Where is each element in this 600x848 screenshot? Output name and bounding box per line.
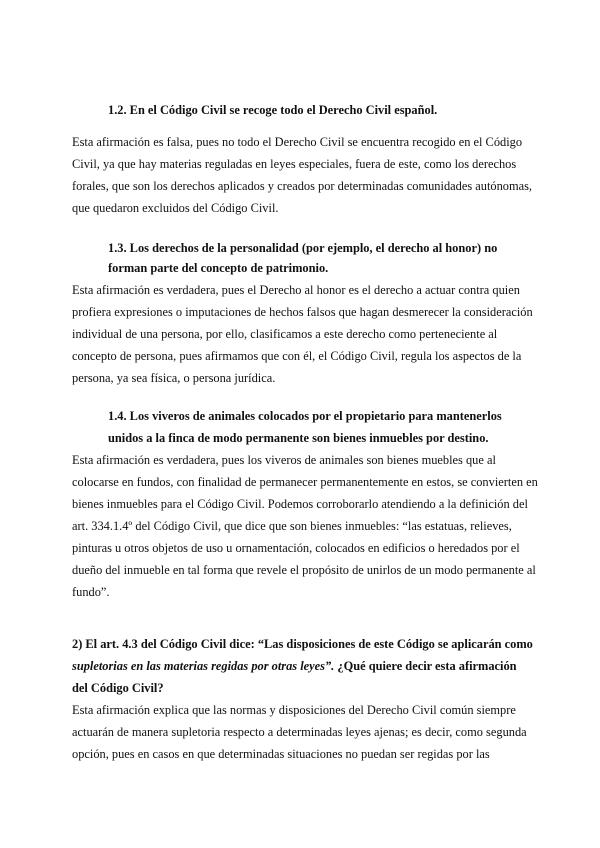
section-1-3-line-2: profiera expresiones o imputaciones de hechos falsos que hagan desmerecer la consideración — [72, 305, 533, 319]
section-1-3-line-1: Esta afirmación es verdadera, pues el Derecho al honor es el derecho a actuar contra quien — [72, 283, 520, 297]
section-1-4-heading-line-1: 1.4. Los viveros de animales colocados por el propietario para mantenerlos — [108, 409, 502, 423]
section-2-line-3: opción, pues en casos en que determinadas situaciones no puedan ser regidas por las — [72, 747, 490, 761]
section-1-2-line-2: Civil, ya que hay materias reguladas en leyes especiales, fuera de este, como los derechos — [72, 157, 517, 171]
section-1-2-heading: 1.2. En el Código Civil se recoge todo el Derecho Civil español. — [108, 103, 438, 117]
section-1-3-line-3: individual de una persona, por ello, clasificamos a este derecho como perteneciente al — [72, 327, 498, 341]
section-2-heading-quote-end: supletorias en las materias regidas por otras leyes”. — [72, 659, 335, 673]
section-1-2-line-3: forales, que son los derechos aplicados y creados por determinadas comunidades autónomas, — [72, 179, 533, 193]
section-1-3-line-4: concepto de persona, pues afirmamos que con él, el Código Civil, regula los aspectos de la — [72, 349, 522, 363]
section-1-4-line-2: colocarse en fundos, con finalidad de permanecer permanentemente en estos, se convierten en — [72, 475, 538, 489]
section-2-heading-line-2 — [72, 656, 517, 676]
section-1-3-line-5: persona, ya sea física, o persona jurídica. — [72, 371, 276, 385]
section-1-4-line-5: pinturas u otros objetos de uso u ornamentación, colocados en edificios o heredados por el — [72, 541, 520, 555]
section-2-line-1: Esta afirmación explica que las normas y disposiciones del Derecho Civil común siempre — [72, 703, 516, 717]
section-1-4-line-4: art. 334.1.4º del Código Civil, que dice que son bienes inmuebles: “las estatuas, relieves, — [72, 519, 512, 533]
section-1-2-line-1: Esta afirmación es falsa, pues no todo el Derecho Civil se encuentra recogido en el Código — [72, 135, 523, 149]
section-1-3-heading-line-1: 1.3. Los derechos de la personalidad (por ejemplo, el derecho al honor) no — [108, 241, 498, 255]
section-1-4-heading-line-2: unidos a la finca de modo permanente son bienes inmuebles por destino. — [108, 431, 489, 445]
section-1-4-line-1: Esta afirmación es verdadera, pues los viveros de animales son bienes muebles que al — [72, 453, 496, 467]
section-1-4-line-6: dueño del inmueble en tal forma que revele el propósito de unirlos de un modo permanente al — [72, 563, 536, 577]
section-2-heading-question: ¿Qué quiere decir esta afirmación — [334, 659, 517, 673]
section-2-heading-line-1: 2) El art. 4.3 del Código Civil dice: “Las disposiciones de este Código se aplicarán como — [72, 637, 533, 651]
section-1-2-line-4: que quedaron excluidos del Código Civil. — [72, 201, 279, 215]
section-1-4-line-3: bienes inmuebles para el Código Civil. Podemos corroborarlo atendiendo a la definición del — [72, 497, 528, 511]
section-1-4-line-7: fundo”. — [72, 585, 110, 599]
section-1-3-heading-line-2: forman parte del concepto de patrimonio. — [108, 261, 329, 275]
section-2-heading-line-3: del Código Civil? — [72, 681, 164, 695]
section-2-line-2: actuarán de manera supletoria respecto a determinadas leyes ajenas; es decir, como segunda — [72, 725, 527, 739]
